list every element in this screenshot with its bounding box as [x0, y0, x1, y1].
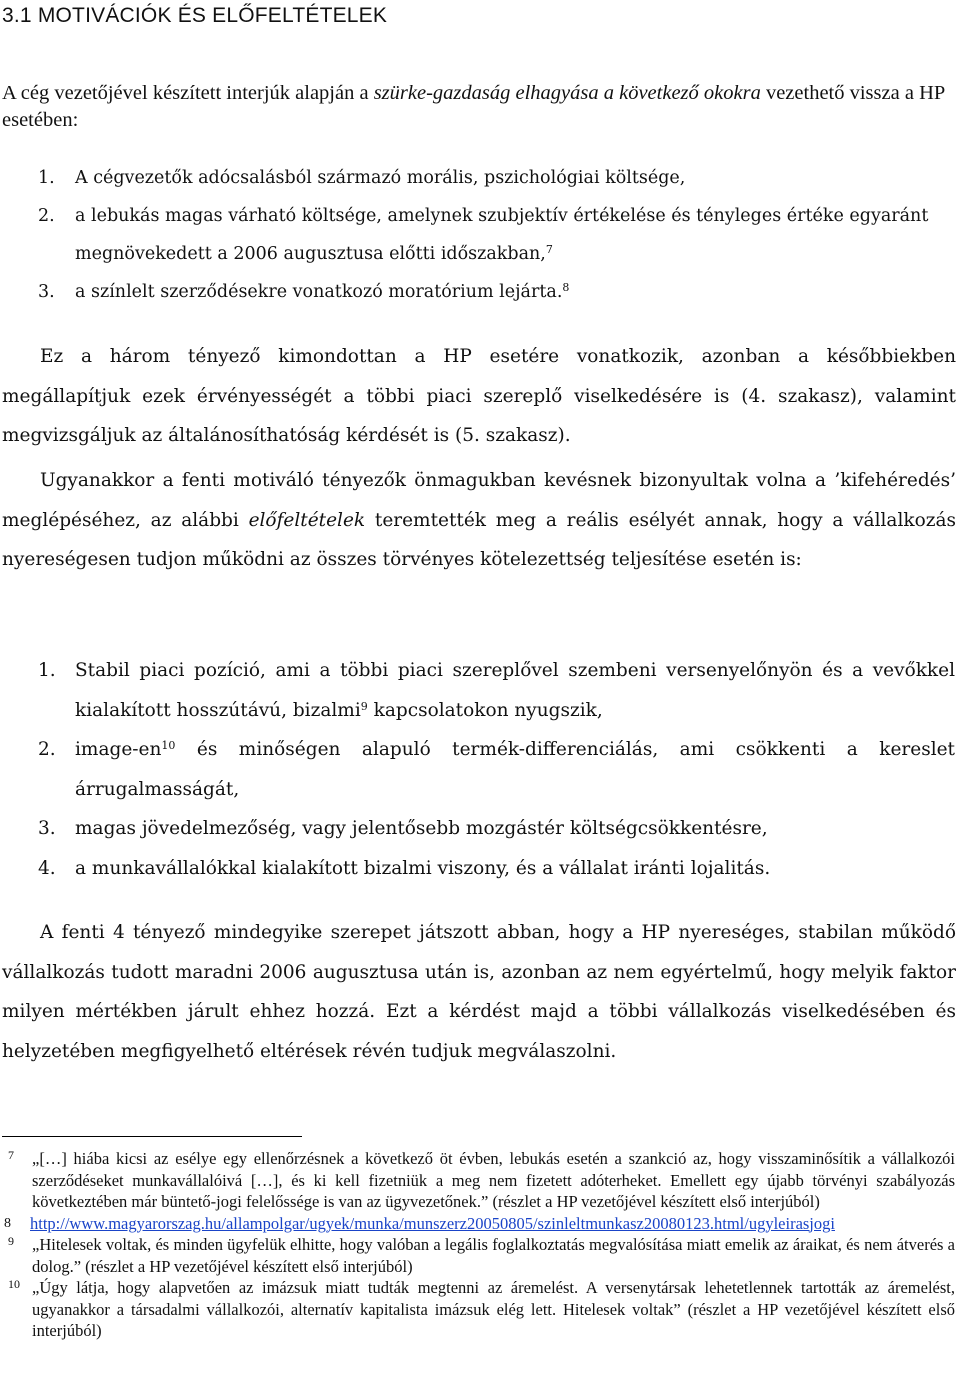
reason-number: 3. — [38, 282, 55, 302]
precondition-number: 4. — [38, 857, 56, 879]
precondition-number: 2. — [38, 739, 56, 760]
reason-number: 2. — [38, 206, 55, 226]
intro-text-end: vezethető vissza a HP esetében: — [2, 82, 945, 131]
footnote-text: „Úgy látja, hogy alapvetően az imázsuk miatt tudták megtenni az áremelést. A versenytársak lehetetlennek tartották az áremelést, ugyanakkor a társadalmi vállalkozói, alternatív kapitalista imázsuk elég lett. Hitelesek voltak” (részlet a HP vezetőjével készített első interjúból) — [32, 1278, 955, 1340]
footnote-mark: 8 — [4, 1215, 11, 1231]
footnote-10 — [0, 1277, 955, 1342]
preconditions-italic-word: előfeltételek — [248, 509, 366, 531]
footnote-ref-7[interactable]: 7 — [545, 243, 553, 256]
paragraph-preconditions — [2, 461, 956, 580]
precondition-number: 3. — [38, 818, 56, 839]
precondition-item — [0, 809, 955, 849]
footnote-mark: 10 — [8, 1277, 20, 1291]
precondition-item — [0, 730, 955, 809]
section-heading: 3.1 MOTIVÁCIÓK ÉS ELŐFELTÉTELEK — [2, 4, 388, 27]
footnote-mark: 9 — [8, 1234, 14, 1248]
paragraph-conclusion: A fenti 4 tényező mindegyike szerepet játszott abban, hogy a HP nyereséges, stabilan működő vállalkozás tudott maradni 2006 augusztusa után is, azonban az nem egyértelmű, hogy melyik faktor milyen mértékben járult ehhez hozzá. Ezt a kérdést majd a többi vállalkozás viselkedésében és helyzetében megfigyelhető eltérések révén tudjuk megválaszolni. — [2, 922, 956, 1062]
reason-item — [0, 159, 958, 197]
footnote-url-link[interactable]: http://www.magyarorszag.hu/allampolgar/ugyek/munka/munszerz20050805/szinleltmunkasz20080123.html/ugyleirasjogi — [30, 1213, 835, 1233]
precondition-text-end: kapcsolatokon nyugszik, — [367, 699, 603, 721]
footnote-ref-8[interactable]: 8 — [562, 281, 570, 294]
precondition-item — [0, 651, 955, 730]
footnote-ref-9[interactable]: 9 — [360, 699, 368, 713]
intro-italic-phrase: szürke-gazdaság elhagyása a következő okokra — [373, 82, 761, 104]
footnote-7 — [0, 1148, 955, 1213]
precondition-item — [0, 849, 955, 889]
intro-paragraph — [2, 80, 957, 134]
reasons-list — [0, 159, 958, 311]
reason-item — [0, 273, 958, 311]
footnote-separator — [2, 1136, 302, 1137]
preconditions-list — [0, 651, 955, 888]
precondition-text: magas jövedelmezőség, vagy jelentősebb mozgástér költségcsökkentésre, — [75, 818, 768, 839]
paragraph-three-factors: Ez a három tényező kimondottan a HP esetére vonatkozik, azonban a későbbiekben megállapítjuk ezek érvényességét a többi piaci szereplő viselkedésére is (4. szakasz), valamint megvizsgáljuk az általánosíthatóság kérdését is (5. szakasz). — [2, 346, 956, 446]
reason-item — [0, 197, 958, 273]
reason-text: a lebukás magas várható költsége, amelynek szubjektív értékelése és tényleges értéke egyaránt megnövekedett a 2006 augusztusa előtti időszakban, — [75, 206, 929, 264]
footnote-mark: 7 — [8, 1148, 14, 1162]
footnote-8 — [0, 1213, 955, 1235]
precondition-text-start: Stabil piaci pozíció, ami a többi piaci szereplővel szembeni versenyelőnyön és a vevőkkel kialakított hosszútávú, bizalmi — [75, 660, 955, 721]
footnote-text: „Hitelesek voltak, és minden ügyfelük elhitte, hogy valóban a legális foglalkoztatás megvalósítása miatt emelik az áraikat, és nem átverés a dolog.” (részlet a HP vezetőjével készített első interjúból) — [32, 1235, 955, 1276]
precondition-text-end: és minőségen alapuló termék-differenciálás, ami csökkenti a kereslet árrugalmasságát, — [75, 739, 955, 800]
precondition-number: 1. — [38, 660, 56, 681]
precondition-text: a munkavállalókkal kialakított bizalmi viszony, és a vállalat iránti lojalitás. — [75, 857, 771, 879]
reason-text: A cégvezetők adócsalásból származó morális, pszichológiai költsége, — [75, 168, 686, 188]
intro-text-start: A cég vezetőjével készített interjúk alapján a — [2, 82, 374, 104]
reason-number: 1. — [38, 168, 55, 188]
precondition-text-start: image-en — [75, 739, 162, 760]
footnotes — [0, 1148, 955, 1342]
preconditions-text-end: teremtették meg a reális esélyét annak, hogy a vállalkozás nyereségesen tudjon működni az összes törvényes kötelezettség teljesítése esetén is: — [2, 509, 956, 570]
footnote-ref-10[interactable]: 10 — [161, 739, 176, 752]
reason-text: a színlelt szerződésekre vonatkozó moratórium lejárta. — [75, 282, 563, 302]
footnote-9 — [0, 1234, 955, 1277]
footnote-text: „[…] hiába kicsi az esélye egy ellenőrzésnek a következő öt évben, lebukás esetén a szankció az, hogy visszaminősítik a vállalkozói szerződéseket munkavállalóivá […], és ki kell fizetniük a meg nem fizetett adóterheket. Emellett egy újabb törvényi szabályozás következtében már büntető-jogi felelőssége is van az ügyvezetőnek.” (részlet a HP vezetőjével készített első interjúból) — [32, 1149, 955, 1211]
preconditions-text-start: Ugyanakkor a fenti motiváló tényezők önmagukban kevésnek bizonyultak volna a ’kifehéredés’ meglépéséhez, az alábbi — [2, 470, 956, 531]
